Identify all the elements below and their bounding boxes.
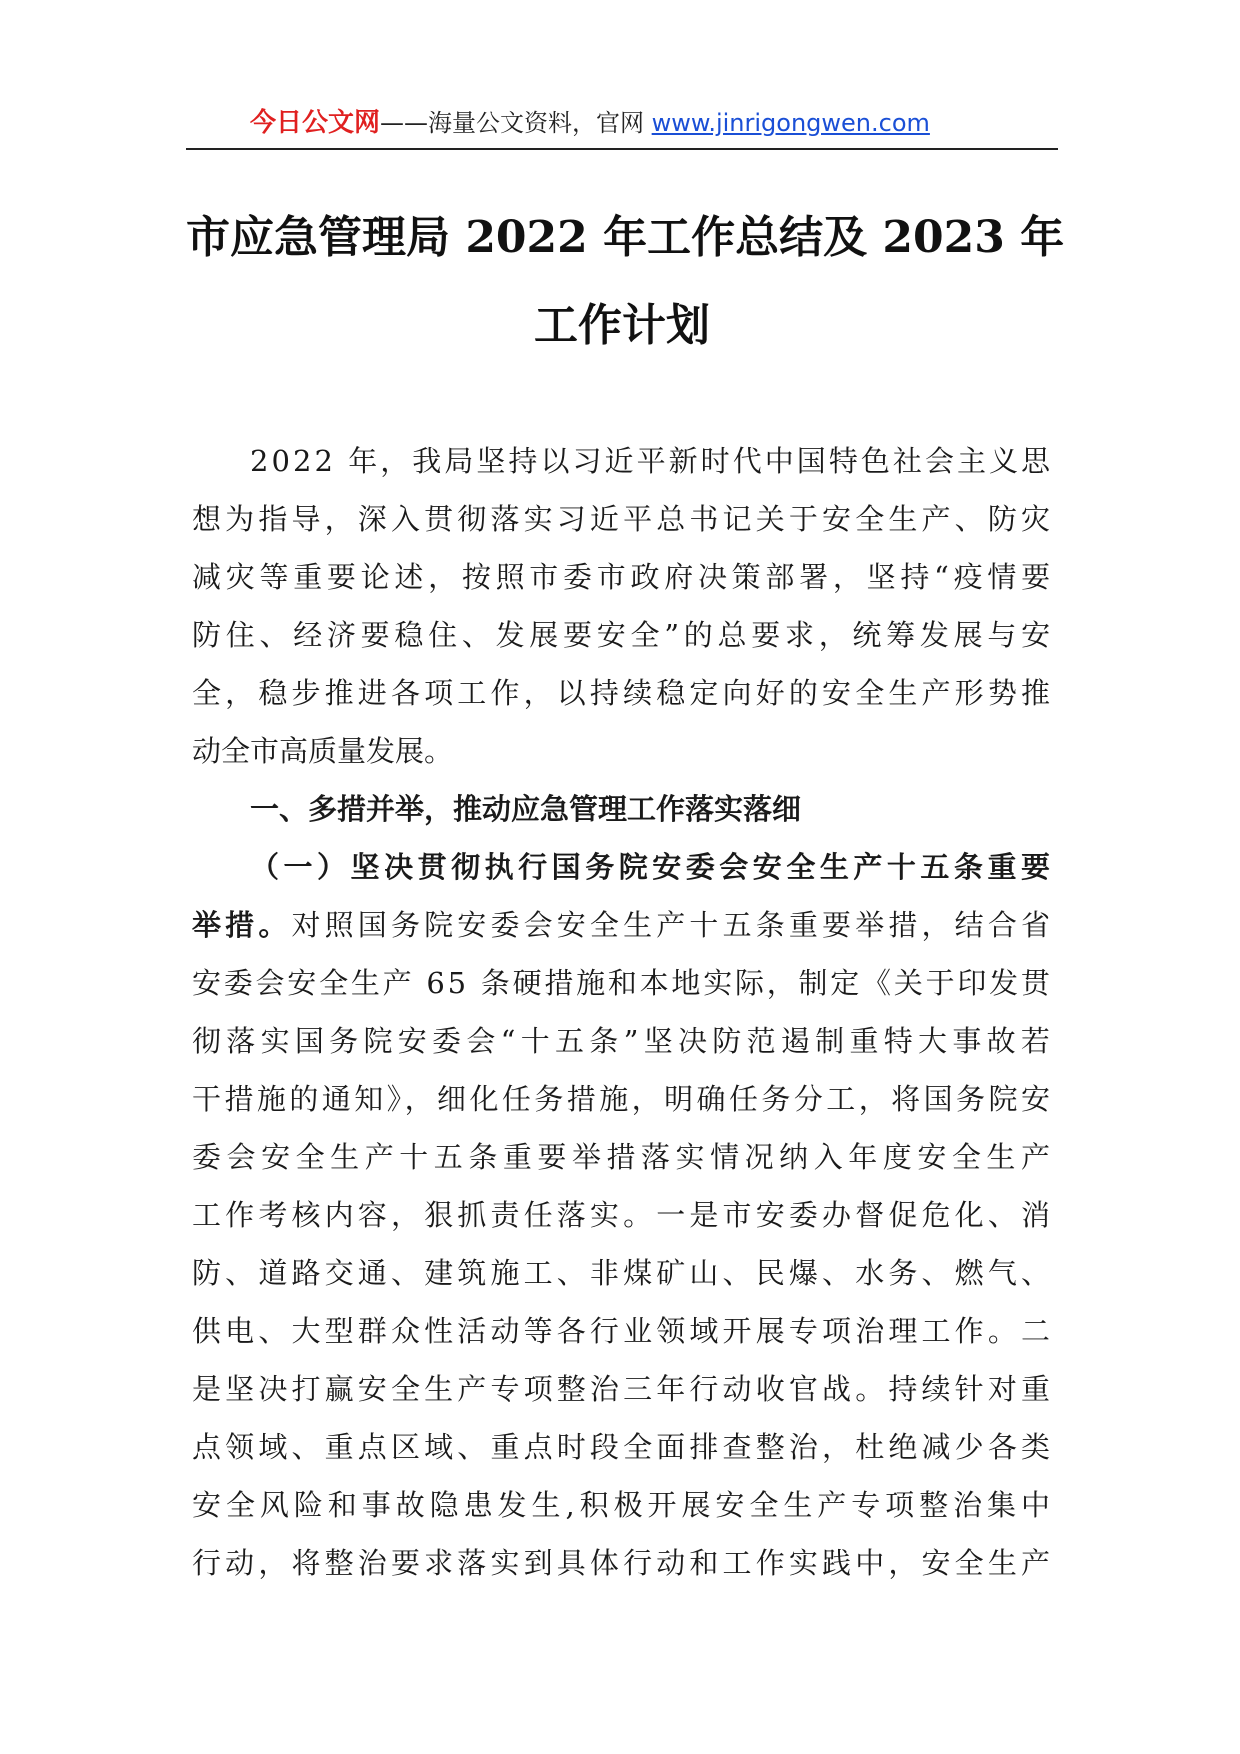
line-text: 防、道路交通、建筑施工、非煤矿山、民爆、水务、燃气、 bbox=[192, 1256, 1055, 1290]
paragraph-line bbox=[192, 432, 1054, 490]
paragraph-line bbox=[192, 548, 1055, 606]
line-text: 减灾等重要论述，按照市委市政府决策部署，坚持“疫情要 bbox=[192, 560, 1055, 594]
document-title-line-1: 市应急管理局 2022 年工作总结及 2023 年 bbox=[186, 212, 1065, 263]
line-text: 动全市高质量发展。 bbox=[192, 734, 454, 768]
document-header bbox=[186, 104, 1058, 150]
header-separator: —— bbox=[380, 109, 429, 137]
paragraph-line bbox=[192, 722, 1050, 780]
line-text: （一）坚决贯彻执行国务院安委会安全生产十五条重要 bbox=[250, 850, 1055, 884]
line-text: 工作考核内容，狠抓责任落实。一是市安委办督促危化、消 bbox=[192, 1198, 1055, 1232]
document-title-line-2: 工作计划 bbox=[534, 300, 710, 351]
line-text: 委会安全生产十五条重要举措落实情况纳入年度安全生产 bbox=[192, 1140, 1056, 1174]
paragraph-line bbox=[192, 1302, 1055, 1360]
line-text: 安全风险和事故隐患发生,积极开展安全生产专项整治集中 bbox=[192, 1488, 1055, 1522]
document-body bbox=[192, 432, 1056, 1592]
paragraph-line bbox=[192, 606, 1055, 664]
paragraph-line bbox=[192, 1070, 1054, 1128]
paragraph-line bbox=[192, 1244, 1055, 1302]
header-tagline: 海量公文资料，官网 bbox=[428, 109, 652, 137]
line-text: 点领域、重点区域、重点时段全面排查整治，杜绝减少各类 bbox=[192, 1430, 1055, 1464]
paragraph-line bbox=[192, 1418, 1055, 1476]
paragraph-line bbox=[192, 1186, 1055, 1244]
line-text: 2022 年，我局坚持以习近平新时代中国特色社会主义思 bbox=[250, 444, 1054, 478]
subsection-heading bbox=[192, 838, 1055, 896]
line-text: 安委会安全生产 65 条硬措施和本地实际，制定《关于印发贯 bbox=[192, 966, 1053, 1000]
paragraph-line bbox=[192, 896, 1055, 954]
header-line bbox=[250, 108, 930, 138]
line-text: 干措施的通知》，细化任务措施，明确任务分工，将国务院安 bbox=[192, 1082, 1054, 1116]
paragraph-line bbox=[192, 664, 1055, 722]
paragraph-line bbox=[192, 1476, 1055, 1534]
paragraph-line bbox=[192, 490, 1055, 548]
line-text: 彻落实国务院安委会“十五条”坚决防范遏制重特大事故若 bbox=[192, 1024, 1056, 1058]
line-text: 行动，将整治要求落实到具体行动和工作实践中，安全生产 bbox=[192, 1546, 1055, 1580]
paragraph-line bbox=[192, 1534, 1055, 1592]
line-text: 全，稳步推进各项工作，以持续稳定向好的安全生产形势推 bbox=[192, 676, 1055, 710]
line-text: 是坚决打赢安全生产专项整治三年行动收官战。持续针对重 bbox=[192, 1372, 1055, 1406]
paragraph-line bbox=[192, 1360, 1055, 1418]
line-text bbox=[192, 896, 1054, 954]
paragraph-line bbox=[192, 954, 1053, 1012]
line-text: 防住、经济要稳住、发展要安全”的总要求，统筹发展与安 bbox=[192, 618, 1055, 652]
line-text: 想为指导，深入贯彻落实习近平总书记关于安全生产、防灾 bbox=[192, 502, 1055, 536]
brand-logo-text: 今日公文网 bbox=[250, 108, 381, 138]
section-heading: 一、多措并举，推动应急管理工作落实落细 bbox=[250, 792, 802, 826]
line-text: 供电、大型群众性活动等各行业领域开展专项治理工作。二 bbox=[192, 1314, 1055, 1348]
paragraph-line bbox=[192, 1128, 1056, 1186]
line-text-rest: 对照国务院安委会安全生产十五条重要举措，结合省 bbox=[291, 908, 1055, 942]
paragraph-line bbox=[192, 1012, 1056, 1070]
subsection-heading-end: 举措。 bbox=[192, 908, 292, 942]
website-link[interactable]: www.jinrigongwen.com bbox=[651, 109, 930, 137]
